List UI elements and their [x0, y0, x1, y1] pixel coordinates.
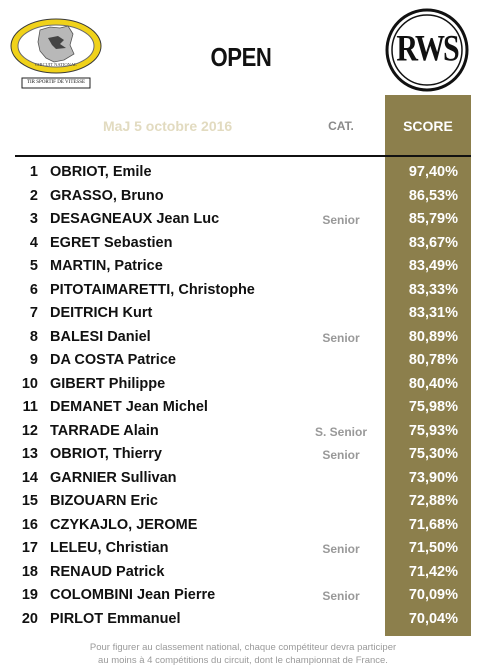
- row-name: EGRET Sebastien: [50, 234, 173, 251]
- row-name: BIZOUARN Eric: [50, 493, 158, 509]
- row-score: 71,68%: [408, 516, 458, 533]
- row-name: RENAUD Patrick: [50, 563, 165, 580]
- row-category: Senior: [322, 448, 360, 462]
- ranking-row: [0, 468, 486, 492]
- header-divider: [15, 155, 471, 157]
- row-name: GIBERT Philippe: [50, 375, 166, 392]
- rws-logo-text: RWS: [396, 27, 458, 69]
- update-date: MaJ 5 octobre 2016: [103, 118, 233, 134]
- row-score: 70,09%: [408, 587, 458, 603]
- ranking-row: [0, 350, 486, 374]
- score-column-header: SCORE: [403, 118, 453, 134]
- ranking-row: [0, 209, 486, 233]
- row-rank: 17: [21, 540, 38, 556]
- ranking-row: [0, 515, 486, 539]
- row-rank: 19: [21, 587, 38, 603]
- logo-left-bottom-text: TIR SPORTIF DE VITESSE: [26, 80, 86, 85]
- row-score: 70,04%: [408, 610, 458, 627]
- row-score: 80,40%: [408, 375, 458, 392]
- logo-left-top-text: CIRCUIT NATIONAL: [35, 62, 77, 67]
- row-name: MARTIN, Patrice: [50, 258, 163, 274]
- row-name: PIRLOT Emmanuel: [50, 610, 181, 627]
- row-score: 83,49%: [408, 258, 458, 274]
- row-name: OBRIOT, Thierry: [50, 446, 162, 462]
- row-name: DEITRICH Kurt: [50, 305, 153, 321]
- row-rank: 6: [29, 281, 38, 298]
- ranking-row: [0, 256, 486, 280]
- row-score: 83,31%: [408, 305, 458, 321]
- row-name: GRASSO, Bruno: [50, 187, 164, 204]
- ranking-row: [0, 303, 486, 327]
- row-score: 83,67%: [408, 234, 458, 251]
- row-name: DA COSTA Patrice: [50, 352, 176, 368]
- row-name: TARRADE Alain: [50, 422, 159, 439]
- ranking-row: [0, 162, 486, 186]
- row-rank: 1: [29, 164, 38, 180]
- row-rank: 12: [21, 422, 38, 439]
- row-rank: 3: [29, 211, 38, 227]
- row-rank: 20: [21, 610, 38, 627]
- rws-logo: [385, 8, 469, 92]
- row-name: LELEU, Christian: [50, 540, 169, 556]
- row-rank: 11: [22, 399, 38, 415]
- row-rank: 7: [29, 305, 38, 321]
- row-rank: 18: [21, 563, 38, 580]
- ranking-row: [0, 585, 486, 609]
- ranking-row: [0, 491, 486, 515]
- row-score: 86,53%: [408, 187, 458, 204]
- row-score: 75,93%: [408, 422, 458, 439]
- footer-line-1: Pour figurer au classement national, chaque compétiteur devra participer: [89, 642, 397, 653]
- row-rank: 15: [21, 493, 38, 509]
- ranking-row: [0, 562, 486, 586]
- row-score: 73,90%: [408, 469, 458, 486]
- row-category: S. Senior: [314, 424, 367, 439]
- row-name: GARNIER Sullivan: [50, 469, 177, 486]
- row-rank: 10: [21, 375, 38, 392]
- row-score: 83,33%: [408, 281, 458, 298]
- row-rank: 13: [21, 446, 38, 462]
- category-column-header: CAT.: [328, 119, 354, 133]
- circuit-national-logo: [10, 18, 102, 90]
- row-name: PITOTAIMARETTI, Christophe: [50, 281, 255, 298]
- ranking-row: [0, 233, 486, 257]
- ranking-row: [0, 421, 486, 445]
- row-score: 75,30%: [408, 446, 458, 462]
- row-rank: 14: [21, 469, 38, 486]
- ranking-row: [0, 186, 486, 210]
- row-score: 71,42%: [408, 563, 458, 580]
- row-name: DEMANET Jean Michel: [50, 399, 208, 415]
- row-score: 97,40%: [408, 164, 458, 180]
- row-category: Senior: [322, 589, 360, 603]
- row-name: BALESI Daniel: [50, 328, 151, 345]
- ranking-row: [0, 327, 486, 351]
- ranking-row: [0, 397, 486, 421]
- footer-line-2: au moins à 4 compétitions du circuit, dont le championnat de France.: [98, 655, 388, 666]
- footer-note: [60, 641, 426, 667]
- ranking-table: [0, 162, 486, 632]
- row-score: 71,50%: [408, 540, 458, 556]
- row-score: 72,88%: [408, 493, 458, 509]
- ranking-row: [0, 444, 486, 468]
- row-name: CZYKAJLO, JEROME: [50, 516, 198, 533]
- row-rank: 9: [29, 352, 38, 368]
- row-rank: 5: [29, 258, 38, 274]
- row-score: 80,78%: [408, 352, 458, 368]
- row-name: DESAGNEAUX Jean Luc: [50, 211, 220, 227]
- row-category: Senior: [322, 330, 360, 345]
- row-name: OBRIOT, Emile: [50, 164, 152, 180]
- row-rank: 8: [29, 328, 38, 345]
- row-rank: 16: [21, 516, 38, 533]
- ranking-row: [0, 609, 486, 633]
- ranking-row: [0, 374, 486, 398]
- row-category: Senior: [322, 213, 360, 227]
- row-rank: 2: [29, 187, 38, 204]
- ranking-row: [0, 280, 486, 304]
- row-score: 80,89%: [408, 328, 458, 345]
- row-category: Senior: [322, 542, 360, 556]
- row-score: 75,98%: [408, 399, 458, 415]
- row-name: COLOMBINI Jean Pierre: [50, 587, 216, 603]
- ranking-row: [0, 538, 486, 562]
- page-title: OPEN: [210, 42, 272, 72]
- row-rank: 4: [29, 234, 38, 251]
- row-score: 85,79%: [408, 211, 458, 227]
